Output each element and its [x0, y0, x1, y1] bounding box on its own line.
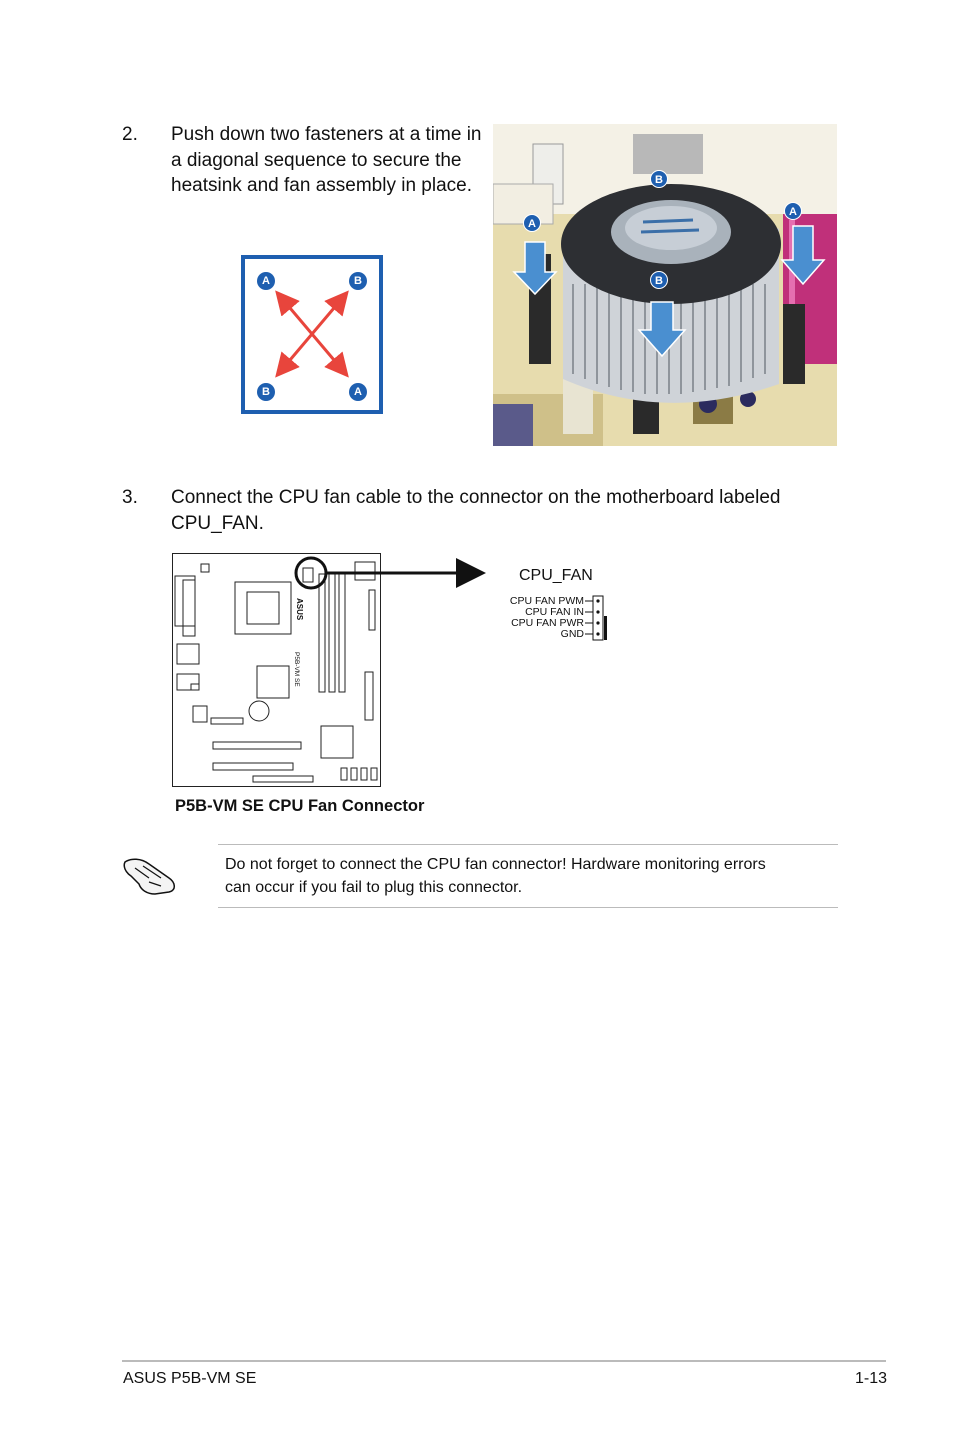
- arrow-to-bottom-left: [279, 334, 312, 373]
- connector-pin-labels: [484, 596, 584, 640]
- badge-a: A: [784, 202, 802, 220]
- step-3-line: CPU_FAN.: [171, 512, 264, 534]
- step-3-text: [171, 485, 871, 536]
- footer-rule: [122, 1360, 886, 1362]
- board-model-label: P5B-VM SE: [293, 652, 300, 687]
- pin-label: CPU FAN PWR: [511, 617, 584, 629]
- footer-product-name: ASUS P5B-VM SE: [123, 1370, 257, 1387]
- note-line: can occur if you fail to plug this connector.: [225, 879, 523, 896]
- badge-a: A: [257, 272, 275, 290]
- pin-label: GND: [560, 628, 584, 640]
- badge-a: A: [349, 383, 367, 401]
- fastener-sequence-diagram: [241, 255, 383, 414]
- step-2-line: Push down two fasteners at a time in: [171, 124, 482, 145]
- note-line: Do not forget to connect the CPU fan connector! Hardware monitoring errors: [225, 856, 766, 873]
- badge-b: B: [650, 271, 668, 289]
- connector-pin-header: [584, 594, 610, 642]
- step-2-line: heatsink and fan assembly in place.: [171, 175, 473, 196]
- arrow-to-top-right: [312, 295, 345, 334]
- note-bottom-rule: [218, 907, 838, 908]
- note-text: [225, 853, 835, 899]
- push-arrow-b-center: [639, 302, 685, 356]
- pin-label: CPU FAN IN: [525, 606, 584, 618]
- badge-b: B: [349, 272, 367, 290]
- step-3-number: 3.: [122, 487, 138, 508]
- step-2-line: a diagonal sequence to secure the: [171, 149, 462, 171]
- hand-pointer-icon: [121, 852, 181, 896]
- figure-caption: P5B-VM SE CPU Fan Connector: [175, 797, 425, 815]
- badge-b: B: [257, 383, 275, 401]
- note-top-rule: [218, 844, 838, 845]
- board-brand-label: ASUS: [295, 598, 304, 621]
- pin-label: CPU FAN PWM: [509, 595, 584, 607]
- highlight-circle: [296, 558, 326, 588]
- push-arrow-a-left: [514, 242, 556, 294]
- connector-callout: [290, 552, 490, 592]
- connector-title: CPU_FAN: [519, 567, 593, 584]
- push-arrow-a-right: [782, 226, 824, 284]
- footer-page-number: 1-13: [854, 1370, 887, 1387]
- step-2-text: [171, 122, 501, 199]
- heatsink-installation-photo: [493, 124, 837, 446]
- badge-a: A: [523, 214, 541, 232]
- step-2-number: 2.: [122, 124, 138, 145]
- badge-b: B: [650, 170, 668, 188]
- arrow-to-bottom-right: [312, 334, 345, 373]
- step-3-line: Connect the CPU fan cable to the connector on the motherboard labeled: [171, 487, 781, 508]
- arrow-to-top-left: [279, 295, 312, 334]
